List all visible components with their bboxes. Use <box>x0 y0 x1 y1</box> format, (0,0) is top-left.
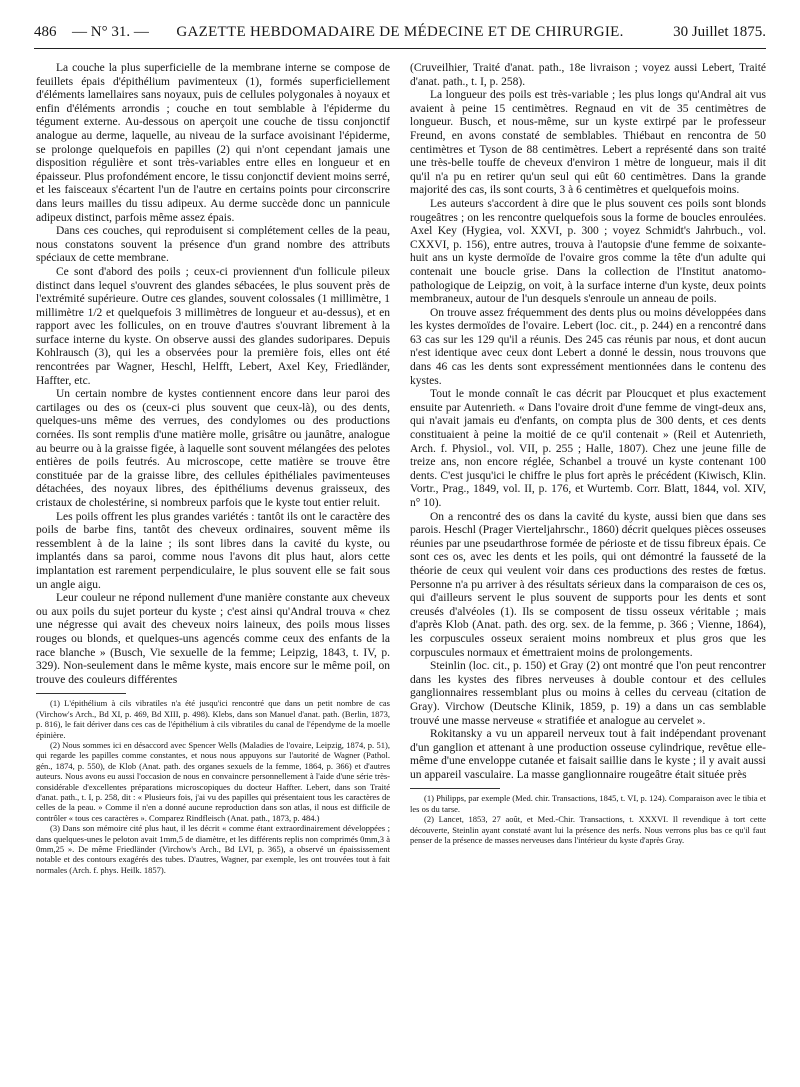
paragraph: Les poils offrent les plus grandes variétés : tantôt ils ont le caractère des poils de barbe fins, tantôt des cheveux ordinaires, souvent même ils ressemblent à de la laine ; ils sont libres dans la cavité du kyste, ou implantés dans sa paroi, comme nous l'avons dit plus haut, alors cette implantation est rarement perpendiculaire, le plus souvent elle se fait sous un angle aigu. <box>36 510 390 591</box>
paragraph: Tout le monde connaît le cas décrit par Ploucquet et plus exactement ensuite par Autenrieth. « Dans l'ovaire droit d'une femme de vingt-deux ans, qui n'avait jamais eu d'enfants, on compta plus de 300 dents, et ces dents constituaient à peine la moitié de ce qu'il contenait » (Reil et Autenrieth, Arch. f. Physiol., vol. VII, p. 255 ; Halle, 1807). Chez une jeune fille de treize ans, non encore réglée, Schanbel a trouvé un kyste contenant 100 dents. C'est jusqu'ici le chiffre le plus fort après le précédent (Kiwisch, Klin. Vortr., Prag., 1849, vol. II, p. 176, et Wurtemb. Corr. Blatt, 1844, vol. XIV, n° 10). <box>410 388 766 509</box>
paragraph: Un certain nombre de kystes contiennent encore dans leur paroi des cartilages ou des os (ceux-ci plus souvent que ceux-là), ou des dents, quelques-uns même des verrues, des condylomes ou des productions cornées. Ils sont remplis d'une matière molle, grisâtre ou jaunâtre, analogue au beurre ou à la graisse figée, à laquelle sont souvent mélangées des pelotes entières de poils feutrés. Au microscope, cette matière se trouve être constituée par de la graisse libre, des cellules épithéliales pavimenteuses détachées, des noyaux libres, des épithéliums devenus graisseux, des cristaux de cholestérine, si nombreux parfois que le kyste tout entier reluit. <box>36 388 390 509</box>
paragraph: Les auteurs s'accordent à dire que le plus souvent ces poils sont blonds rougeâtres ; on les rencontre quelquefois sous la forme de boucles enroulées. Axel Key (Hygiea, vol. XXVI, p. 300 ; voyez Schmidt's Jahrbuch., vol. CXXVI, p. 156), entre autres, trouva à l'autopsie d'une femme de soixante-huit ans un kyste dermoïde de l'ovaire gros comme la tête d'un adulte qui contenait une boucle grise. Dans la collection de l'Institut anatomo-pathologique de Leipzig, on voit, à la surface interne d'un kyste, deux points membraneux, autour de l'un desquels s'enroule un anneau de poils. <box>410 197 766 306</box>
footnote: (1) Philipps, par exemple (Med. chir. Transactions, 1845, t. VI, p. 124). Comparaison avec le tibia et les os du tarse. <box>410 793 766 814</box>
paragraph: On a rencontré des os dans la cavité du kyste, aussi bien que dans ses parois. Heschl (Prager Vierteljahrschr., 1860) décrit quelques pièces osseuses réunies par une pseudarthrose formée de périoste et de tissu fibreux épais. Ce sont ces os, avec les dents et les poils, qui ont démontré la fausseté de la théorie de ceux qui veulent voir dans ces productions des restes de fœtus. Personne n'a pu arriver à des résultats sérieux dans la comparaison de ces os, qui d'ailleurs servent le plus souvent de supports pour les dents et sont creusés d'alvéoles (1). Ils se composent de tissu osseux véritable ; mais d'après Klob (Anat. path. des org. sex. de la femme, p. 366 ; Vienne, 1864), les corpuscules osseux seraient moins nombreux et plus gros que les corpuscules normaux et émettraient moins de prolongements. <box>410 510 766 659</box>
footnote: (3) Dans son mémoire cité plus haut, il les décrit « comme étant extraordinairement développées ; dans quelques-unes le peloton avait 1mm,5 de diamètre, et les différents replis non comprimés 0mm,3 à 0mm,25 ». De même Friedländer (Virchow's Arch., Bd LVI, p. 365), a observé un épaississement notable et des contours exagérés des tubes. D'autres, Wagner, par exemple, les ont trouvées tout à fait normales (Arch. f. phys. Heilk. 1857). <box>36 823 390 875</box>
paragraph: (Cruveilhier, Traité d'anat. path., 18e livraison ; voyez aussi Lebert, Traité d'anat. path., t. I, p. 258). <box>410 62 766 88</box>
paragraph: La longueur des poils est très-variable ; les plus longs qu'Andral ait vus avaient à peine 15 centimètres. Regnaud en vit de 35 centimètres de longueur. Busch, et nous-même, sur un kyste extirpé par le professeur Freund, en avons constaté de semblables. Thiébaut en rencontra de 50 centimètres et Tyson de 88 centimètres. Lebert a représenté dans son traité une très-belle touffe de cheveux d'environ 1 mètre de longueur, mais il dit qu'il n'a pu en retirer qu'un seul qui eût 60 centimètres. Dans la grande majorité des cas, ils sont courts, 3 à 6 centimètres et quelquefois moins. <box>410 89 766 197</box>
journal-title: GAZETTE HEBDOMADAIRE DE MÉDECINE ET DE CHIRURGIE. <box>176 24 624 40</box>
paragraph: On trouve assez fréquemment des dents plus ou moins développées dans les kystes dermoïdes de l'ovaire. Lebert (loc. cit., p. 244) en a rencontré dans 63 cas sur les 129 qu'il a réunis. Des 245 cas réunis par nous, et dont aucun n'est identique avec ceux dont Lebert a donné le dessin, nous trouvons que dans 46 cas les dents sont expressément mentionnées dans le contenu des kystes. <box>410 306 766 387</box>
paragraph: Leur couleur ne répond nullement d'une manière constante aux cheveux ou aux poils du sujet porteur du kyste ; c'est ainsi qu'Andral trouva « chez une négresse qui avait des cheveux noirs laineux, des poils mous lisses rouges ou blonds, et quelques-uns agencés comme ceux des enfants de la race blanche » (Busch, Vie sexuelle de la femme; Leipzig, 1843, t. IV, p. 329). Non-seulement dans le même kyste, mais encore sur le même poil, on trouve des couleurs différentes <box>36 592 390 686</box>
paragraph: Dans ces couches, qui reproduisent si complétement celles de la peau, nous constatons souvent la présence d'un grand nombre des attributs spéciaux de cette membrane. <box>36 225 390 265</box>
footnote: (1) L'épithélium à cils vibratiles n'a été jusqu'ici rencontré que dans un petit nombre de cas (Virchow's Arch., Bd XI, p. 469, Bd XIII, p. 498). Klebs, dans son Manuel d'anat. path. (Berlin, 1873, p. 816), le fait dériver dans ces cas de l'épithélium à cils vibratiles du canal de l'épendyme de la moelle épinière. <box>36 698 390 740</box>
page-number: 486 <box>34 24 57 40</box>
footnote-divider <box>36 693 126 694</box>
issue-number: — N° 31. — <box>72 24 149 40</box>
footnote: (2) Nous sommes ici en désaccord avec Spencer Wells (Maladies de l'ovaire, Leipzig, 1874, p. 51), qui regarde les papilles comme constantes, et nous nous appuyons sur l'autorité de Wagner (Pathol. gén., 1874, p. 550), de Klob (Anat. path. des organes sexuels de la femme, 1864, p. 366) et d'autres auteurs. Nous avons eu aussi l'occasion de nous en convaincre personnellement à l'aide d'une série très-considérable d'excellentes préparations microscopiques du docteur Haffter. Lebert, dans son Traité d'anat. path., t. I, p. 258, dit : « Plusieurs fois, j'ai vu des papilles qui présentaient tous les caractères de celles de la peau. » Comme il n'en a donné aucune reproduction dans son atlas, il nous est difficile de contrôler « tous ces caractères ». Comparez Rindfleisch (Anat. path., 1873, p. 484.) <box>36 739 390 823</box>
paragraph: Steinlin (loc. cit., p. 150) et Gray (2) ont montré que l'on peut rencontrer dans les kystes des fibres nerveuses à double contour et des cellules ganglionnaires ressemblant plus ou moins à celles du cerveau (citation de Gray). Virchow (Deutsche Klinik, 1859, p. 19) a dans un cas semblable trouvé une masse nerveuse « stratifiée et analogue au cervelet ». <box>410 660 766 727</box>
footnote: (2) Lancet, 1853, 27 août, et Med.-Chir. Transactions, t. XXXVI. Il revendique à tort cette découverte, Steinlin ayant constaté avant lui la présence des nerfs. Nous verrons plus bas ce qu'il faut penser de la présence de masses nerveuses dans l'intérieur du kyste d'après Gray. <box>410 814 766 846</box>
page-header <box>34 22 766 49</box>
right-column <box>410 62 766 1078</box>
left-column <box>36 62 390 1078</box>
issue-date: 30 Juillet 1875. <box>673 24 766 40</box>
paragraph: La couche la plus superficielle de la membrane interne se compose de feuillets épais d'épithélium pavimenteux (1), formés superficiellement d'éléments lamellaires sans noyaux, puis de cellules polygonales à noyaux et enfin d'éléments arrondis ; couche en tout semblable à l'épiderme du tégument externe. Au-dessous on aperçoit une couche de tissu conjonctif analogue au derme, laquelle, au niveau de la surface avoisinant l'épiderme, se prolonge quelquefois en papilles (2) qui n'ont cependant jamais une disposition régulière et sont très-variables entre elles en longueur et en épaisseur. Plus profondément encore, le tissu conjonctif devient moins serré, et les faisceaux s'écartent l'un de l'autre en certains points pour circonscrire dans leurs mailles du tissu adipeux. Au derme succède donc un pannicule adipeux distinct, parfois même assez épais. <box>36 62 390 224</box>
paragraph: Rokitansky a vu un appareil nerveux tout à fait indépendant provenant d'un ganglion et attenant à une production osseuse cylindrique, revêtue elle-même d'une enveloppe cutanée et faisait saillie dans le kyste ; il y avait aussi un appareil vasculaire. La masse ganglionnaire rougeâtre était située près <box>410 728 766 781</box>
paragraph: Ce sont d'abord des poils ; ceux-ci proviennent d'un follicule pileux distinct dans lequel s'ouvrent des glandes sébacées, le plus souvent près de l'extrémité supérieure. Outre ces glandes, souvent colossales (1 millimètre, 1 millimètre 1/2 et quelquefois 3 millimètres de longueur et au-dessus), et en rapport avec les follicules, on en trouve d'autres s'ouvrant librement à la surface interne du kyste. On observe aussi des glandes sudoripares. Depuis Kohlrausch (3), qui les a observées pour la première fois, elles ont été rencontrées par Wagner, Heschl, Helfft, Lebert, Axel Key, Friedländer, Haffter, etc. <box>36 265 390 387</box>
footnote-divider <box>410 788 500 789</box>
